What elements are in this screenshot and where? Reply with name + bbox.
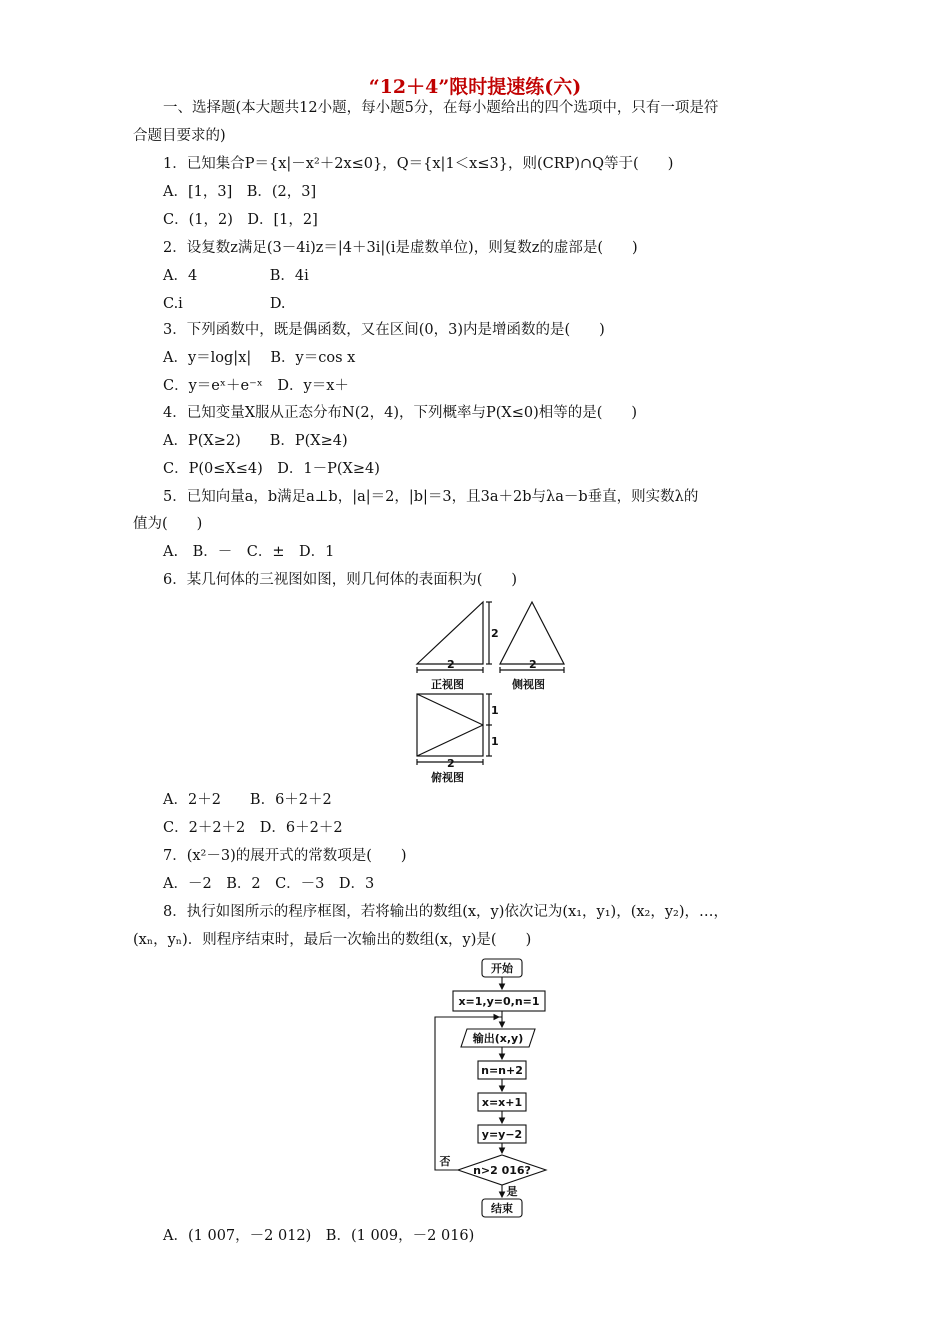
top-view-caption: 俯视图 — [431, 771, 464, 784]
flow-step-n-label: n=n+2 — [481, 1064, 523, 1077]
q7-options: A．－2 B．2 C．－3 D．3 — [163, 876, 375, 892]
q2-stem: 2．设复数z满足(3－4i)z＝|4＋3i|(i是虚数单位)，则复数z的虚部是( ) — [163, 240, 638, 256]
q6-options-cd: C．2＋2＋2 D．6＋2＋2 — [163, 820, 343, 836]
flow-end-label: 结束 — [491, 1202, 513, 1215]
flow-start-label: 开始 — [491, 962, 513, 975]
section-intro-line2: 合题目要求的) — [133, 128, 226, 144]
q2-options-ab: A．4 B．4i — [163, 268, 309, 284]
q8-options: A．(1 007，－2 012) B．(1 009，－2 016) — [163, 1228, 475, 1244]
side-width-label: 2 — [529, 658, 537, 671]
q5-options: A. B．－ C．± D．1 — [163, 544, 335, 560]
flow-step-y-label: y=y−2 — [481, 1128, 523, 1141]
top-dim-1-upper: 1 — [491, 704, 499, 717]
q1-options-cd: C．(1，2) D．[1，2] — [163, 212, 318, 228]
flow-condition-label: n>2 016? — [473, 1164, 531, 1177]
q1-options-ab: A．[1，3] B．(2，3] — [163, 184, 317, 200]
q6-stem: 6．某几何体的三视图如图，则几何体的表面积为( ) — [163, 572, 518, 588]
q4-options-ab: A．P(X≥2) B．P(X≥4) — [163, 433, 348, 449]
q2-options-cd: C.i D. — [163, 296, 286, 312]
q5-stem-line1: 5．已知向量a，b满足a⊥b，|a|＝2，|b|＝3，且3a＋2b与λa－b垂直，则实数λ的 — [163, 489, 699, 505]
q3-options-cd: C．y＝eˣ＋e⁻ˣ D．y＝x＋ — [163, 378, 349, 394]
q3-options-ab: A．y＝log|x| B．y＝cos x — [163, 350, 356, 366]
front-width-label: 2 — [447, 658, 455, 671]
q5-stem-line2: 值为( ) — [133, 516, 203, 532]
top-view-square — [417, 694, 483, 756]
section-intro-line1: 一、选择题(本大题共12小题，每小题5分，在每小题给出的四个选项中，只有一项是符 — [163, 100, 719, 116]
flow-step-x-label: x=x+1 — [481, 1096, 523, 1109]
q4-options-cd: C．P(0≤X≤4) D．1－P(X≥4) — [163, 461, 380, 477]
flow-no-label: 否 — [439, 1155, 451, 1168]
flowchart-figure — [425, 955, 575, 1220]
q1-stem: 1．已知集合P＝{x|－x²＋2x≤0}，Q＝{x|1＜x≤3}，则(CRP)∩Q等于( ) — [163, 156, 674, 172]
q7-stem: 7．(x²－3)的展开式的常数项是( ) — [163, 848, 407, 864]
side-view-triangle — [500, 602, 564, 664]
q8-stem-line1: 8．执行如图所示的程序框图，若将输出的数组(x，y)依次记为(x₁，y₁)，(x₂，y₂)，…， — [163, 904, 729, 920]
side-view-caption: 侧视图 — [512, 678, 545, 691]
front-height-label: 2 — [491, 627, 499, 640]
three-view-figure — [405, 598, 575, 786]
q6-options-ab: A．2＋2 B．6＋2＋2 — [163, 792, 332, 808]
q4-stem: 4．已知变量X服从正态分布N(2，4)，下列概率与P(X≤0)相等的是( ) — [163, 405, 638, 421]
front-view-triangle — [417, 602, 483, 664]
front-view-caption: 正视图 — [431, 678, 464, 691]
flow-init-label: x=1,y=0,n=1 — [458, 995, 540, 1008]
flow-output-label: 输出(x,y) — [472, 1032, 524, 1045]
page-title: “12＋4”限时提速练(六) — [368, 76, 582, 98]
flow-yes-label: 是 — [506, 1185, 518, 1198]
top-dim-1-lower: 1 — [491, 735, 499, 748]
q8-stem-line2: (xₙ，yₙ)．则程序结束时，最后一次输出的数组(x，y)是( ) — [133, 932, 532, 948]
q3-stem: 3．下列函数中，既是偶函数，又在区间(0，3)内是增函数的是( ) — [163, 322, 605, 338]
top-width-label: 2 — [447, 757, 455, 770]
